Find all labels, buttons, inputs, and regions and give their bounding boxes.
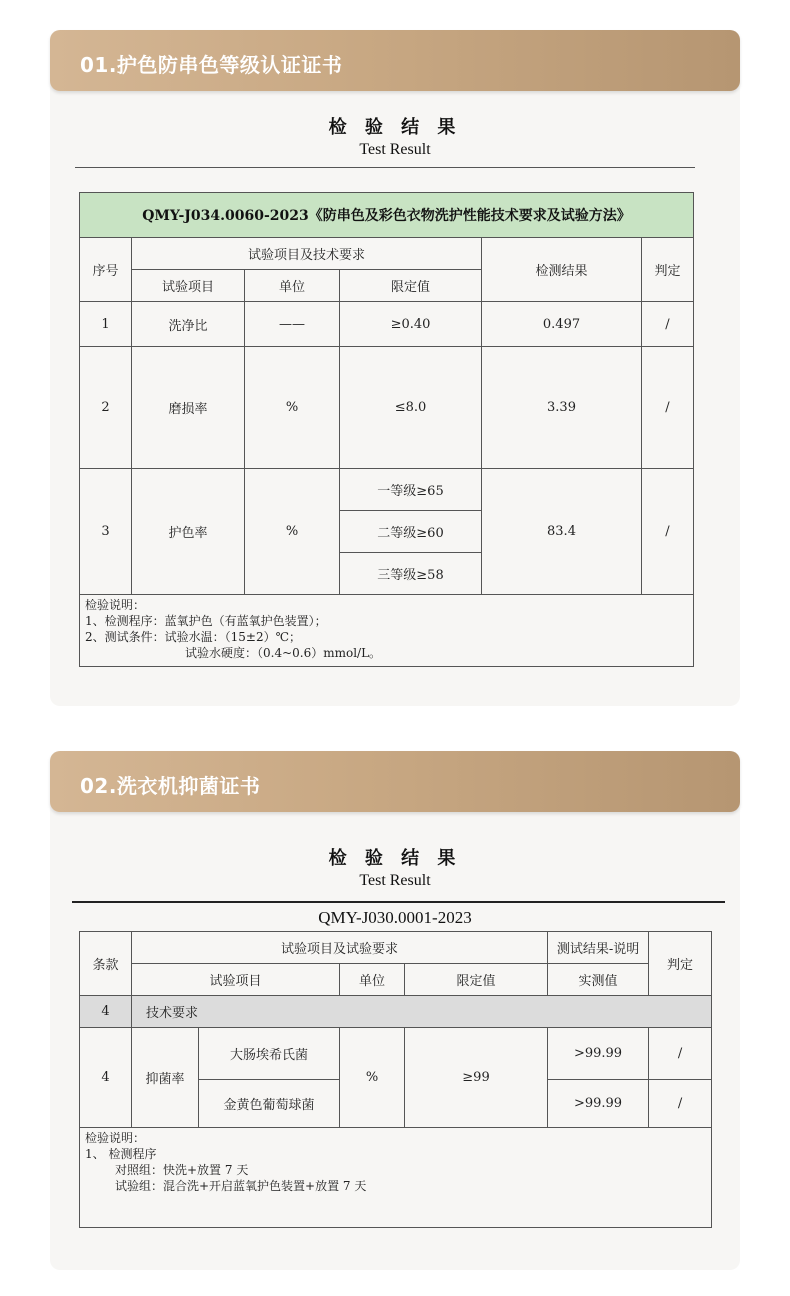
row-limit-level-2: 二等级≥60 <box>340 511 482 553</box>
row-unit: —— <box>245 302 340 347</box>
header-result: 检测结果 <box>482 238 642 302</box>
title-divider-2 <box>72 901 725 903</box>
header-result-group: 测试结果-说明 <box>548 932 649 964</box>
row-limit-level-3: 三等级≥58 <box>340 553 482 595</box>
row-item: 护色率 <box>132 469 245 595</box>
section-banner-1 <box>50 30 740 91</box>
note-line: 1、检测程序：蓝氧护色（有蓝氧护色装置）； <box>85 614 327 628</box>
section-banner-2 <box>50 751 740 812</box>
row-item: 洗净比 <box>132 302 245 347</box>
doc-title-zh-1: 检 验 结 果 <box>328 117 462 138</box>
row-judge: / <box>649 1080 712 1128</box>
gray-text: 技术要求 <box>132 996 712 1028</box>
doc-title-en-2: Test Result <box>359 872 431 889</box>
row-item: 抑菌率 <box>132 1028 199 1128</box>
header-group: 试验项目及技术要求 <box>132 238 482 270</box>
row-limit-level-1: 一等级≥65 <box>340 469 482 511</box>
row-judge: / <box>642 302 694 347</box>
title-divider-1 <box>75 167 695 168</box>
row-seq: 3 <box>80 469 132 595</box>
table-row <box>80 996 712 1028</box>
note-line: 检验说明： <box>85 1131 146 1145</box>
row-unit: % <box>245 469 340 595</box>
test-notes-1 <box>80 595 694 667</box>
header-unit: 单位 <box>340 964 405 996</box>
certificate-card-1 <box>50 30 740 706</box>
row-limit: ≤8.0 <box>340 347 482 469</box>
header-judge: 判定 <box>642 238 694 302</box>
header-item: 试验项目 <box>132 270 245 302</box>
header-limit: 限定值 <box>405 964 548 996</box>
row-seq: 2 <box>80 347 132 469</box>
header-seq: 序号 <box>80 238 132 302</box>
doc-title-1 <box>50 113 740 159</box>
result-table-2 <box>79 931 712 1228</box>
certificate-card-2 <box>50 751 740 1270</box>
row-result: 3.39 <box>482 347 642 469</box>
row-limit: ≥0.40 <box>340 302 482 347</box>
standard-code: QMY-J030.0001-2023 <box>318 908 472 927</box>
table-row <box>80 1028 712 1080</box>
row-unit: % <box>245 347 340 469</box>
row-sub-name: 金黄色葡萄球菌 <box>199 1080 340 1128</box>
note-line: 1、 检测程序 <box>85 1147 157 1161</box>
row-measured: >99.99 <box>548 1080 649 1128</box>
row-judge: / <box>649 1028 712 1080</box>
test-notes-2 <box>80 1128 712 1228</box>
row-result: 0.497 <box>482 302 642 347</box>
doc-title-2 <box>50 844 740 890</box>
row-limit: ≥99 <box>405 1028 548 1128</box>
note-line: 试验水硬度：（0.4~0.6）mmol/L。 <box>185 646 382 660</box>
section-title-2: 02.洗衣机抑菌证书 <box>80 774 261 798</box>
note-line: 对照组：快洗+放置 7 天 <box>115 1163 249 1177</box>
section-title-1: 01.护色防串色等级认证证书 <box>80 53 343 77</box>
row-measured: >99.99 <box>548 1028 649 1080</box>
gray-clause: 4 <box>80 996 132 1028</box>
row-result: 83.4 <box>482 469 642 595</box>
header-limit: 限定值 <box>340 270 482 302</box>
header-judge: 判定 <box>649 932 712 996</box>
standard-title: QMY-J034.0060-2023《防串色及彩色衣物洗护性能技术要求及试验方法》 <box>80 193 694 238</box>
header-item: 试验项目 <box>132 964 340 996</box>
header-clause: 条款 <box>80 932 132 996</box>
row-judge: / <box>642 347 694 469</box>
table-row <box>80 469 694 511</box>
header-group: 试验项目及试验要求 <box>132 932 548 964</box>
note-line: 检验说明： <box>85 598 146 612</box>
table-row <box>80 302 694 347</box>
note-line: 2、测试条件：试验水温：（15±2）℃； <box>85 630 302 644</box>
table-row <box>80 347 694 469</box>
result-table-1 <box>79 192 694 667</box>
doc-title-zh-2: 检 验 结 果 <box>328 848 462 869</box>
row-judge: / <box>642 469 694 595</box>
row-unit: % <box>340 1028 405 1128</box>
note-line: 试验组：混合洗+开启蓝氧护色装置+放置 7 天 <box>115 1179 367 1193</box>
header-unit: 单位 <box>245 270 340 302</box>
row-sub-name: 大肠埃希氏菌 <box>199 1028 340 1080</box>
header-measured: 实测值 <box>548 964 649 996</box>
row-item: 磨损率 <box>132 347 245 469</box>
row-clause: 4 <box>80 1028 132 1128</box>
row-seq: 1 <box>80 302 132 347</box>
doc-title-en-1: Test Result <box>359 141 431 158</box>
